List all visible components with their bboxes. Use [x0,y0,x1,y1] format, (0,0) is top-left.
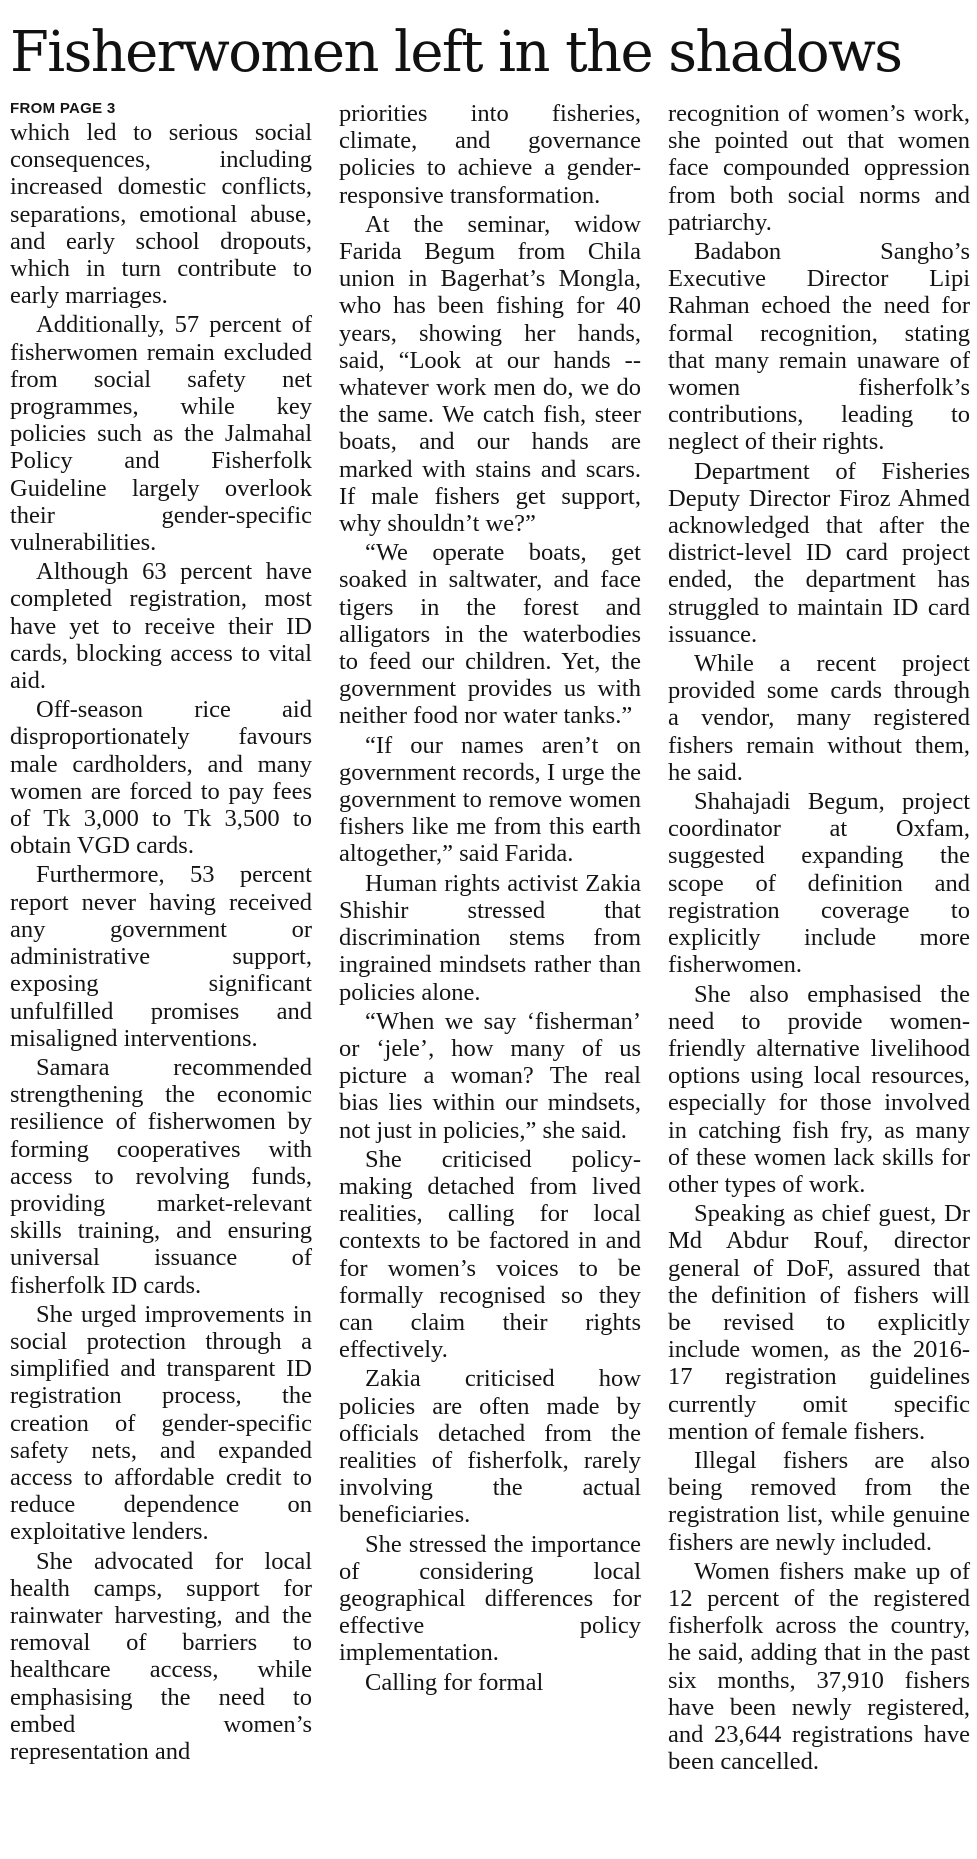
paragraph: Badabon Sangho’s Executive Director Lipi Rahman echoed the need for formal recognition, stating that many remain unaware of women fisherfolk’s contributions, leading to neglect of their rights. [668,238,970,456]
paragraph: “We operate boats, get soaked in saltwater, and face tigers in the forest and alligators in the waterbodies to feed our children. Yet, the government provides us with neither food nor water tanks.” [339,539,641,730]
paragraph: “When we say ‘fisherman’ or ‘jele’, how many of us picture a woman? The real bias lies within our mindsets, not just in policies,” she said. [339,1007,641,1144]
paragraph: While a recent project provided some cards through a vendor, many registered fishers remain without them, he said. [668,650,970,786]
paragraph: Speaking as chief guest, Dr Md Abdur Rouf, director general of DoF, assured that the definition of fishers will be revised to explicitly include women, as the 2016-17 registration guidelines currently omit specific mention of female fishers. [668,1200,970,1445]
paragraph: which led to serious social consequences, including increased domestic conflicts, separations, emotional abuse, and early school dropouts, which in turn contribute to early marriages. [10,119,312,310]
paragraph: She criticised policy-making detached from lived realities, calling for local contexts to be factored in and for women’s voices to be formally recognised so they can claim their rights effectively. [339,1145,641,1364]
article-column-3 [668,100,970,1777]
continuation-kicker: FROM PAGE 3 [10,100,116,117]
headline: Fisherwomen left in the shadows [10,20,902,85]
article-column-1 [10,100,312,1767]
paragraph: Although 63 percent have completed registration, most have yet to receive their ID cards, blocking access to vital aid. [10,558,312,695]
paragraph: She also emphasised the need to provide women-friendly alternative livelihood options using local resources, especially for those involved in catching fish fry, as many of these women lack skills for other types of work. [668,980,970,1198]
paragraph: Women fishers make up of 12 percent of the registered fisherfolk across the country, he said, adding that in the past six months, 37,910 fishers have been newly registered, and 23,644 registrations have been cancelled. [668,1557,970,1776]
paragraph: recognition of women’s work, she pointed out that women face compounded oppression from both social norms and patriarchy. [668,100,970,236]
paragraph: Additionally, 57 percent of fisherwomen remain excluded from social safety net programmes, while key policies such as the Jalmahal Policy and Fisherfolk Guideline largely overlook their gender-specific vulnerabilities. [10,311,312,557]
paragraph: Shahajadi Begum, project coordinator at Oxfam, suggested expanding the scope of definition and registration coverage to explicitly include more fisherwomen. [668,788,970,979]
paragraph: Zakia criticised how policies are often made by officials detached from the realities of fisherfolk, rarely involving the actual beneficiaries. [339,1365,641,1529]
paragraph: Illegal fishers are also being removed from the registration list, while genuine fishers are newly included. [668,1446,970,1556]
paragraph: Furthermore, 53 percent report never having received any government or administrative support, exposing significant unfulfilled promises and misaligned interventions. [10,861,312,1052]
paragraph: Off-season rice aid disproportionately favours male cardholders, and many women are forced to pay fees of Tk 3,000 to Tk 3,500 to obtain VGD cards. [10,696,312,860]
paragraph: priorities into fisheries, climate, and governance policies to achieve a gender-responsive transformation. [339,100,641,209]
paragraph: Department of Fisheries Deputy Director Firoz Ahmed acknowledged that after the district-level ID card project ended, the department has struggled to maintain ID card issuance. [668,457,970,648]
paragraph: Calling for formal [365,1668,544,1696]
paragraph: She urged improvements in social protection through a simplified and transparent ID registration process, the creation of gender-specific safety nets, and expanded access to affordable credit to reduce dependence on exploitative lenders. [10,1300,312,1546]
paragraph: Samara recommended strengthening the economic resilience of fisherwomen by forming cooperatives with access to revolving funds, providing market-relevant skills training, and ensuring universal issuance of fisherfolk ID cards. [10,1053,312,1299]
paragraph: She stressed the importance of considering local geographical differences for effective policy implementation. [339,1530,641,1667]
paragraph: Human rights activist Zakia Shishir stressed that discrimination stems from ingrained mindsets rather than policies alone. [339,869,641,1006]
article-column-2 [339,100,641,1698]
paragraph: She advocated for local health camps, support for rainwater harvesting, and the removal of barriers to healthcare access, while emphasising the need to embed women’s representation and [10,1547,312,1765]
paragraph: “If our names aren’t on government records, I urge the government to remove women fishers like me from this earth altogether,” said Farida. [339,731,641,868]
paragraph: At the seminar, widow Farida Begum from Chila union in Bagerhat’s Mongla, who has been fishing for 40 years, showing her hands, said, “Look at our hands -- whatever work men do, we do the same. We catch fish, steer boats, and our hands are marked with stains and scars. If male fishers get support, why shouldn’t we?” [339,210,641,538]
